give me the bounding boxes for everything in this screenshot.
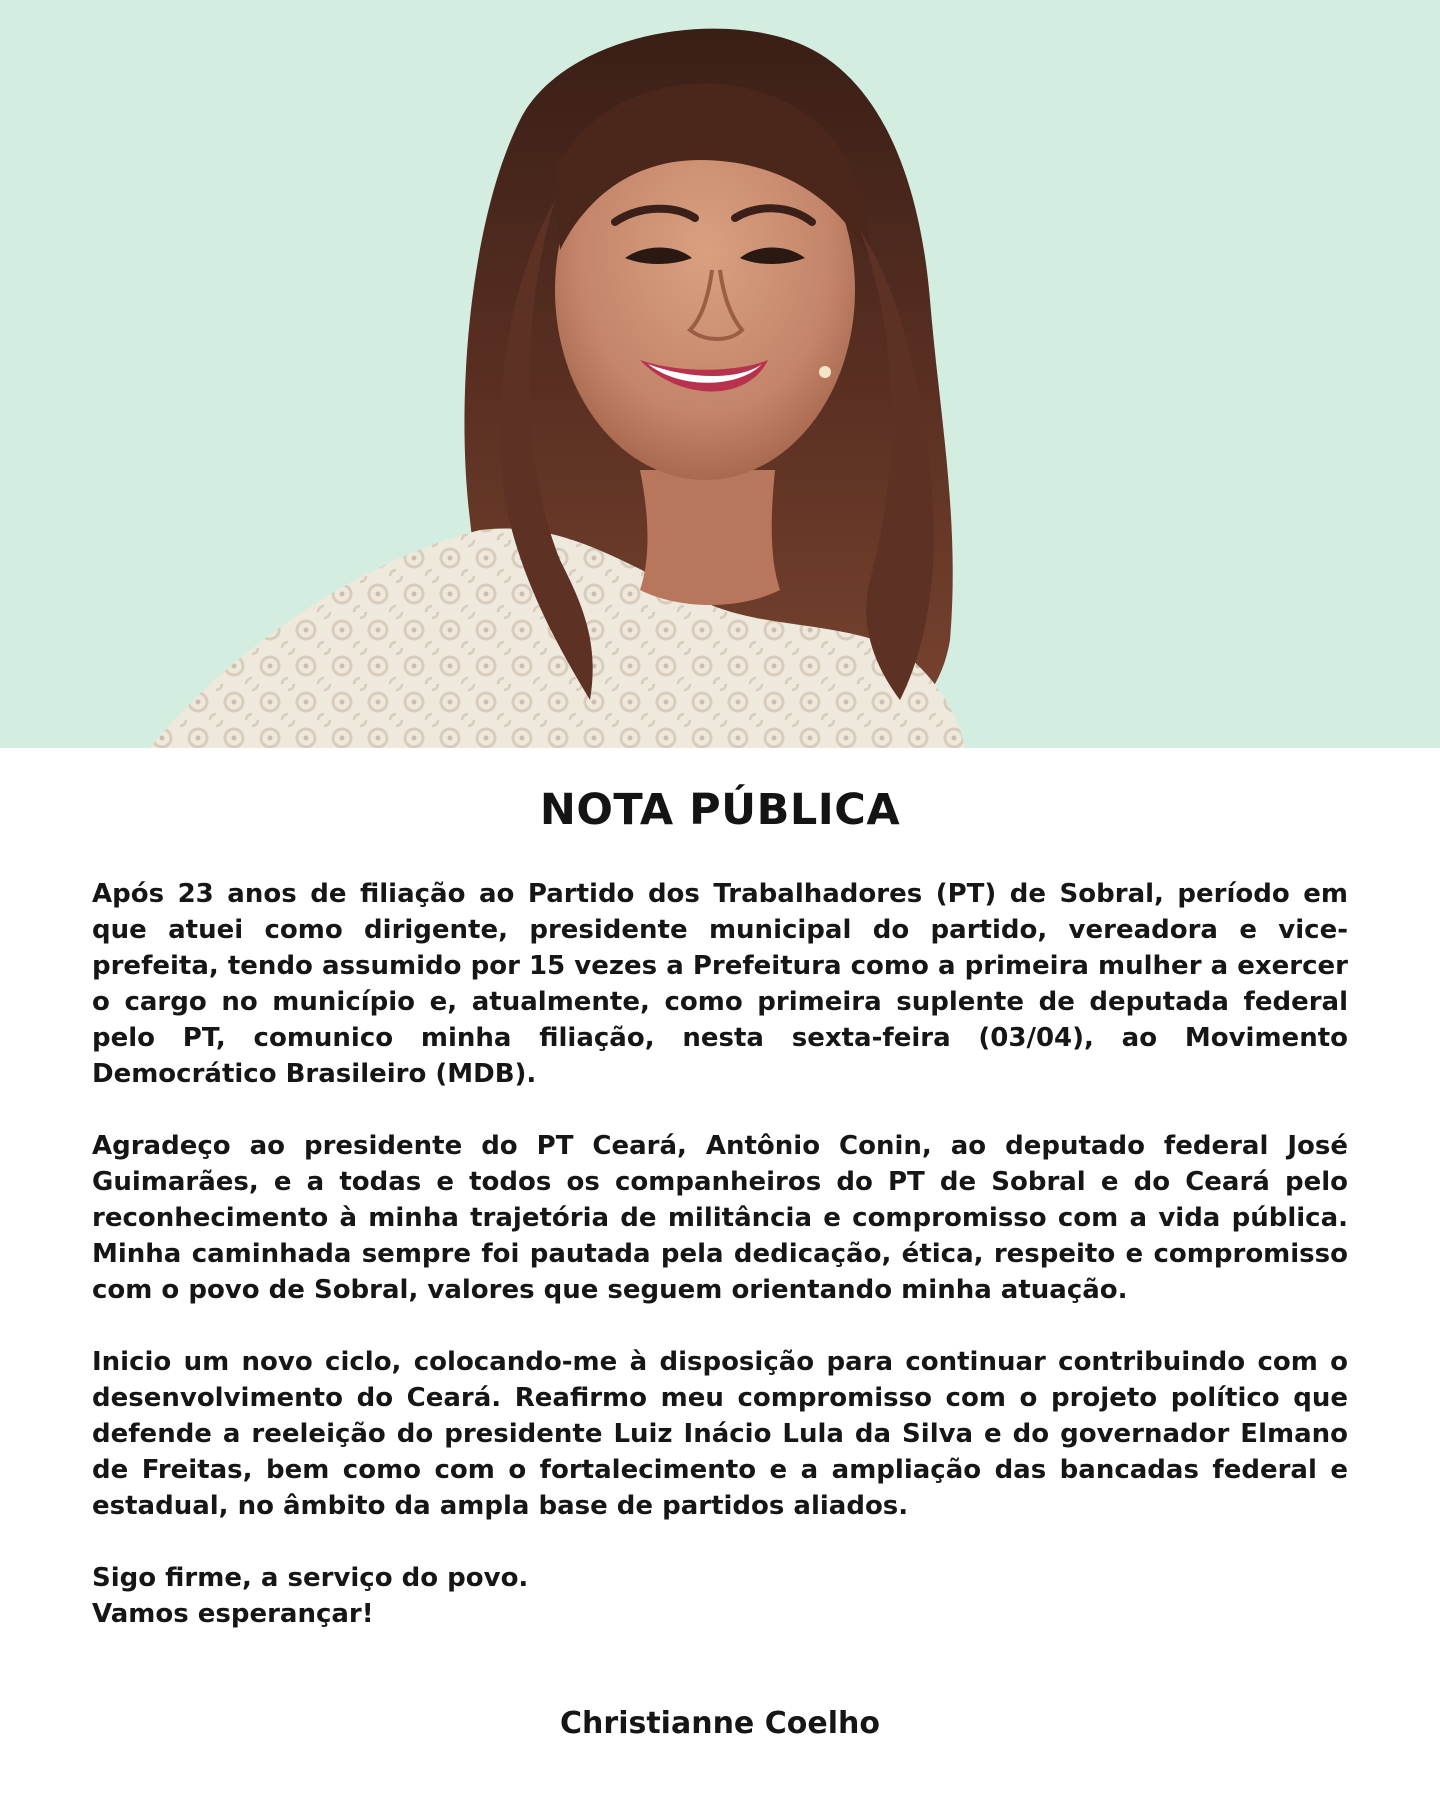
note-paragraph: Após 23 anos de filiação ao Partido dos Trabalhadores (PT) de Sobral, período em que atuei como dirigente, presidente municipal do partido, vereadora e vice-prefeita, tendo assumido por 15 vezes a Prefeitura como a primeira mulher a exercer o cargo no município e, atualmente, como primeira suplente de deputada federal pelo PT, comunico minha filiação, nesta sexta-feira (03/04), ao Movimento Democrático Brasileiro (MDB). [92,879,1348,1089]
public-note [0,748,1440,1800]
note-title: NOTA PÚBLICA [539,785,901,835]
note-body [92,876,1348,1632]
closing-line: Sigo firme, a serviço do povo. [92,1563,529,1593]
portrait-photo [0,0,1440,748]
closing-line: Vamos esperançar! [92,1599,374,1629]
note-paragraph: Agradeço ao presidente do PT Ceará, Antônio Conin, ao deputado federal José Guimarães, e a todas e todos os companheiros do PT de Sobral e do Ceará pelo reconhecimento à minha trajetória de militância e compromisso com a vida pública. Minha caminhada sempre foi pautada pela dedicação, ética, respeito e compromisso com o povo de Sobral, valores que seguem orientando minha atuação. [92,1131,1348,1305]
signature: Christianne Coelho [560,1706,880,1741]
note-paragraph: Inicio um novo ciclo, colocando-me à disposição para continuar contribuindo com o desenvolvimento do Ceará. Reafirmo meu compromisso com o projeto político que defende a reeleição do presidente Luiz Inácio Lula da Silva e do governador Elmano de Freitas, bem como com o fortalecimento e a ampliação das bancadas federal e estadual, no âmbito da ampla base de partidos aliados. [92,1347,1348,1521]
hero-banner [0,0,1440,748]
